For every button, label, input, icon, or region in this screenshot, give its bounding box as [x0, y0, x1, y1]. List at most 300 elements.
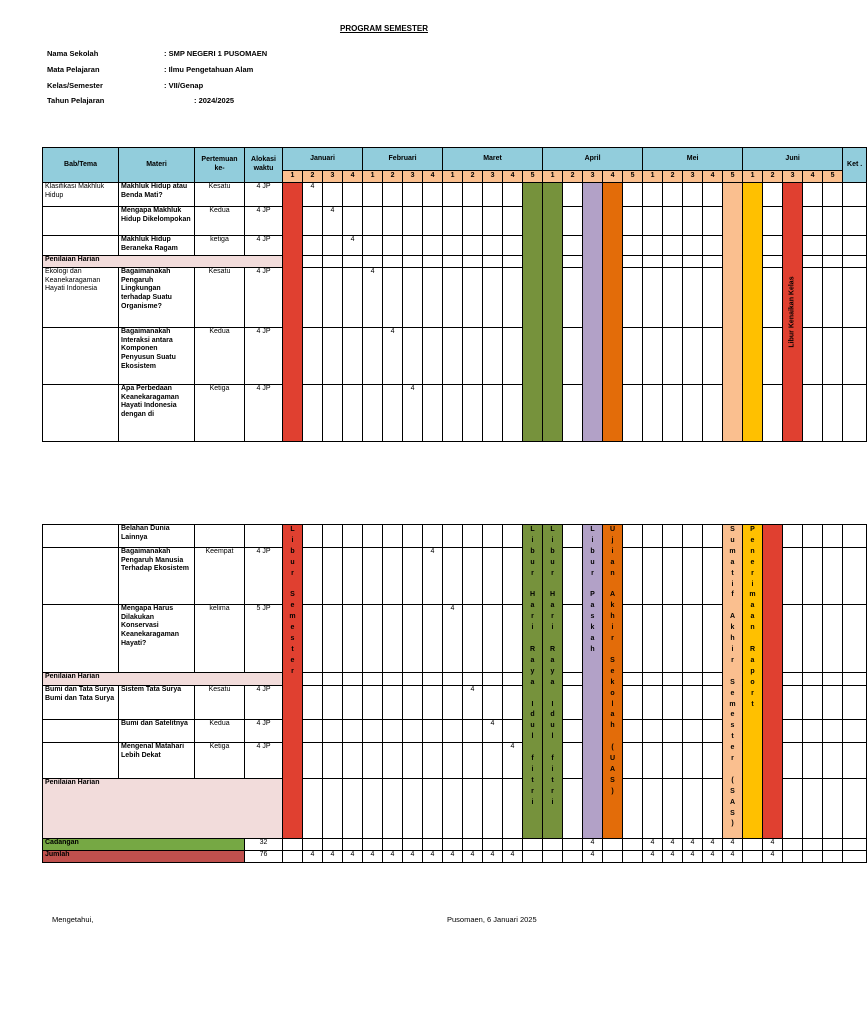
vertical-letter: U [609, 755, 616, 763]
week-cell [663, 686, 683, 720]
vertical-letter: u [730, 536, 735, 544]
vertical-letter: s [290, 635, 295, 643]
jumlah-week-cell: 4 [763, 851, 783, 863]
week-cell [403, 236, 423, 256]
week-cell [643, 256, 663, 268]
jumlah-week-cell [563, 851, 583, 863]
week-cell [483, 236, 503, 256]
jumlah-week-cell: 4 [403, 851, 423, 863]
vertical-letter [523, 743, 542, 754]
week-cell [823, 743, 843, 779]
week-cell [703, 525, 723, 548]
info-label: Nama Sekolah [47, 49, 99, 58]
week-cell [763, 207, 783, 236]
week-cell [803, 548, 823, 605]
week-cell [403, 779, 423, 839]
week-cell [623, 207, 643, 236]
jumlah-week-cell [283, 851, 303, 863]
vertical-letter: m [729, 700, 736, 708]
week-cell [483, 743, 503, 779]
jumlah-week-cell: 4 [703, 851, 723, 863]
bab-cell [43, 525, 119, 548]
week-cell [683, 236, 703, 256]
week-cell [783, 548, 803, 605]
materi-cell: Bagaimanakah Pengaruh Lingkungan terhadap Suatu Organisme? [119, 268, 195, 328]
week-cell [323, 183, 343, 207]
week-cell [403, 743, 423, 779]
vertical-letter: r [291, 667, 294, 675]
week-cell [563, 256, 583, 268]
vertical-letter: u [550, 722, 555, 730]
week-cell [663, 268, 683, 328]
week-cell [463, 720, 483, 743]
vertical-letter: I [551, 700, 554, 708]
vertical-letter: r [551, 613, 554, 621]
week-cell [443, 385, 463, 442]
pertemuan-cell: Ketiga [195, 385, 245, 442]
libur-semester-column [283, 183, 303, 442]
week-number: 4 [603, 171, 623, 183]
week-cell [403, 256, 423, 268]
materi-cell: Apa Perbedaan Keanekaragaman Hayati Indonesia dengan di [119, 385, 195, 442]
week-cell [343, 720, 363, 743]
vertical-letter: S [610, 776, 615, 784]
footer-right: Pusomaen, 6 Januari 2025 [447, 915, 537, 924]
month-maret: Maret [443, 148, 543, 171]
kenaikan-column [763, 525, 783, 839]
week-cell [803, 207, 823, 236]
vertical-letter: r [731, 656, 734, 664]
week-cell [363, 673, 383, 686]
vertical-letter: L [290, 526, 295, 533]
cadangan-week-cell [803, 839, 823, 851]
cadangan-week-cell [743, 839, 763, 851]
week-number: 5 [823, 171, 843, 183]
week-cell [803, 720, 823, 743]
vertical-letter: i [751, 580, 754, 588]
week-cell: 4 [343, 236, 363, 256]
penilaian-harian-label: Penilaian Harian [43, 673, 283, 686]
week-cell [803, 605, 823, 673]
pertemuan-cell: Kedua [195, 720, 245, 743]
week-cell [423, 207, 443, 236]
week-cell [463, 268, 483, 328]
cadangan-week-cell [623, 839, 643, 851]
week-cell [303, 605, 323, 673]
vertical-letter: k [610, 602, 615, 610]
alokasi-cell: 4 JP [245, 686, 283, 720]
week-cell [783, 779, 803, 839]
vertical-letter: d [530, 711, 535, 719]
week-cell [823, 236, 843, 256]
week-cell [443, 525, 463, 548]
week-cell [803, 525, 823, 548]
week-cell [803, 385, 823, 442]
week-cell [763, 385, 783, 442]
week-cell: 4 [463, 686, 483, 720]
week-cell [563, 605, 583, 673]
week-cell [823, 183, 843, 207]
alokasi-cell: 4 JP [245, 743, 283, 779]
jumlah-week-cell: 4 [423, 851, 443, 863]
info-value: : SMP NEGERI 1 PUSOMAEN [164, 49, 268, 58]
week-cell [303, 268, 323, 328]
week-cell [463, 183, 483, 207]
alokasi-cell: 4 JP [245, 268, 283, 328]
vertical-letter [743, 634, 762, 645]
idul-fitri-column [523, 183, 543, 442]
week-cell [383, 207, 403, 236]
week-cell [643, 207, 663, 236]
week-cell [503, 720, 523, 743]
idul-fitri-column [543, 525, 563, 839]
vertical-letter: i [551, 765, 554, 773]
week-cell [343, 686, 363, 720]
jumlah-week-cell: 4 [383, 851, 403, 863]
sas-column [723, 525, 743, 839]
vertical-letter: L [590, 526, 595, 533]
week-cell [783, 525, 803, 548]
vertical-letter: n [750, 547, 755, 555]
week-cell [663, 779, 683, 839]
vertical-letter: a [530, 602, 535, 610]
kenaikan-column [783, 183, 803, 442]
week-cell [383, 183, 403, 207]
week-cell [323, 779, 343, 839]
vertical-letter: u [530, 722, 535, 730]
vertical-letter: U [609, 526, 616, 533]
week-cell [343, 605, 363, 673]
vertical-letter: p [750, 667, 755, 675]
week-cell [343, 673, 363, 686]
week-cell [663, 236, 683, 256]
month-januari: Januari [283, 148, 363, 171]
week-number: 2 [463, 171, 483, 183]
vertical-letter: a [610, 558, 615, 566]
week-cell [303, 743, 323, 779]
table-row [43, 525, 867, 548]
week-cell [463, 236, 483, 256]
vertical-letter: a [730, 558, 735, 566]
week-cell [343, 743, 363, 779]
week-number: 1 [643, 171, 663, 183]
sas-column [723, 183, 743, 442]
week-cell [703, 385, 723, 442]
week-cell [423, 236, 443, 256]
vertical-letter: i [731, 580, 734, 588]
vertical-letter: i [551, 798, 554, 806]
week-cell [703, 183, 723, 207]
week-cell [343, 207, 363, 236]
vertical-letter: h [730, 635, 735, 643]
week-cell [683, 183, 703, 207]
week-cell [443, 207, 463, 236]
week-cell [423, 779, 443, 839]
ket-cell [843, 720, 867, 743]
ket-cell [843, 673, 867, 686]
vertical-letter: r [531, 613, 534, 621]
bab-cell: Bumi dan Tata Surya Bumi dan Tata Surya [43, 686, 119, 720]
vertical-letter: a [750, 613, 755, 621]
alokasi-cell: 4 JP [245, 548, 283, 605]
week-cell [643, 548, 663, 605]
week-cell [683, 525, 703, 548]
vertical-letter: t [751, 700, 754, 708]
week-cell [363, 207, 383, 236]
ket-cell [843, 385, 867, 442]
week-cell [483, 686, 503, 720]
vertical-letter: t [531, 776, 534, 784]
week-cell [623, 743, 643, 779]
header-ket: Ket . [843, 148, 867, 183]
vertical-letter: e [730, 689, 735, 697]
week-cell [463, 328, 483, 385]
week-cell [803, 328, 823, 385]
info-label: Mata Pelajaran [47, 65, 100, 74]
week-cell [423, 328, 443, 385]
vertical-letter: ( [611, 744, 614, 752]
week-cell [483, 548, 503, 605]
vertical-letter [723, 667, 742, 678]
week-cell [783, 605, 803, 673]
week-cell [403, 268, 423, 328]
week-number: 1 [743, 171, 763, 183]
week-cell [323, 525, 343, 548]
week-cell [683, 605, 703, 673]
cadangan-week-cell [403, 839, 423, 851]
week-cell [563, 183, 583, 207]
week-cell [803, 743, 823, 779]
cadangan-week-cell [343, 839, 363, 851]
week-cell [623, 605, 643, 673]
jumlah-week-cell: 4 [723, 851, 743, 863]
vertical-letter: r [751, 569, 754, 577]
week-cell [403, 686, 423, 720]
header-bab: Bab/Tema [43, 148, 119, 183]
info-label: Kelas/Semester [47, 81, 103, 90]
materi-cell: Mengenal Matahari Lebih Dekat [119, 743, 195, 779]
vertical-letter: f [531, 755, 534, 763]
week-cell [463, 385, 483, 442]
week-cell [683, 548, 703, 605]
week-cell [503, 268, 523, 328]
cadangan-week-cell [463, 839, 483, 851]
week-number: 2 [663, 171, 683, 183]
vertical-letter [543, 634, 562, 645]
week-cell [323, 385, 343, 442]
raport-column [743, 183, 763, 442]
ket-cell [843, 839, 867, 851]
vertical-letter: s [730, 722, 735, 730]
vertical-letter: R [549, 645, 556, 653]
week-cell [803, 268, 823, 328]
week-cell [323, 256, 343, 268]
bab-cell [43, 207, 119, 236]
week-cell [323, 686, 343, 720]
vertical-letter: S [290, 591, 295, 599]
vertical-letter: P [590, 591, 595, 599]
week-cell [703, 720, 723, 743]
week-cell [563, 548, 583, 605]
vertical-letter: i [731, 645, 734, 653]
pertemuan-cell: Kesatu [195, 183, 245, 207]
week-cell [803, 673, 823, 686]
vertical-letter: a [590, 635, 595, 643]
vertical-letter: k [730, 624, 735, 632]
week-cell [623, 183, 643, 207]
libur-semester-column [283, 525, 303, 839]
vertical-letter: h [610, 613, 615, 621]
week-cell [403, 525, 423, 548]
week-cell [703, 673, 723, 686]
vertical-letter: S [730, 678, 735, 686]
week-cell [503, 548, 523, 605]
vertical-letter: e [730, 744, 735, 752]
week-cell [503, 779, 523, 839]
week-cell [823, 328, 843, 385]
idul-fitri-column [523, 525, 543, 839]
week-cell [643, 686, 663, 720]
week-cell [383, 673, 403, 686]
vertical-letter: i [591, 536, 594, 544]
info-value: : VII/Genap [164, 81, 204, 90]
cadangan-week-cell [363, 839, 383, 851]
week-cell [363, 548, 383, 605]
week-cell [683, 328, 703, 385]
jumlah-week-cell: 4 [463, 851, 483, 863]
vertical-letter: R [529, 645, 536, 653]
jumlah-week-cell [543, 851, 563, 863]
week-cell [463, 207, 483, 236]
week-cell [323, 548, 343, 605]
cadangan-week-cell [283, 839, 303, 851]
vertical-letter: i [611, 547, 614, 555]
week-cell [643, 236, 663, 256]
vertical-letter: r [611, 635, 614, 643]
week-cell [683, 256, 703, 268]
week-cell [443, 268, 463, 328]
jumlah-week-cell: 4 [663, 851, 683, 863]
vertical-letter: f [551, 755, 554, 763]
week-cell [363, 328, 383, 385]
cadangan-week-cell [783, 839, 803, 851]
week-cell [643, 779, 663, 839]
vertical-letter: e [290, 624, 295, 632]
week-cell [303, 548, 323, 605]
week-number: 4 [803, 171, 823, 183]
vertical-letter: S [730, 526, 735, 533]
vertical-letter: a [550, 656, 555, 664]
materi-cell: Belahan Dunia Lainnya [119, 525, 195, 548]
week-cell [483, 207, 503, 236]
jumlah-week-cell: 4 [503, 851, 523, 863]
vertical-letter: r [551, 787, 554, 795]
vertical-letter [723, 765, 742, 776]
vertical-letter [543, 743, 562, 754]
week-cell [463, 256, 483, 268]
vertical-letter: b [550, 547, 555, 555]
week-cell [463, 673, 483, 686]
penilaian-harian-label: Penilaian Harian [43, 779, 283, 839]
jumlah-week-cell [623, 851, 643, 863]
week-cell [623, 256, 643, 268]
week-cell [443, 743, 463, 779]
vertical-letter [283, 580, 302, 591]
vertical-letter: r [731, 755, 734, 763]
materi-cell: Bagaimanakah Pengaruh Manusia Terhadap Ekosistem [119, 548, 195, 605]
vertical-letter [543, 689, 562, 700]
week-cell [323, 743, 343, 779]
week-cell [823, 268, 843, 328]
week-cell [463, 525, 483, 548]
uas-column [603, 183, 623, 442]
week-cell [383, 268, 403, 328]
month-mei: Mei [643, 148, 743, 171]
vertical-letter [603, 645, 622, 656]
week-cell [363, 525, 383, 548]
vertical-letter: i [551, 624, 554, 632]
week-cell [623, 779, 643, 839]
vertical-letter: ( [731, 776, 734, 784]
week-cell [503, 385, 523, 442]
week-cell [763, 183, 783, 207]
week-cell [703, 236, 723, 256]
week-cell [463, 743, 483, 779]
week-cell: 4 [483, 720, 503, 743]
week-cell [563, 673, 583, 686]
week-number: 5 [523, 171, 543, 183]
week-cell [303, 236, 323, 256]
week-cell [643, 385, 663, 442]
cadangan-week-cell [423, 839, 443, 851]
week-number: 2 [563, 171, 583, 183]
vertical-letter: r [291, 569, 294, 577]
ket-cell [843, 268, 867, 328]
week-cell: 4 [323, 207, 343, 236]
week-number: 1 [363, 171, 383, 183]
header-materi: Materi [119, 148, 195, 183]
week-cell [443, 686, 463, 720]
week-cell [403, 207, 423, 236]
week-cell [643, 268, 663, 328]
week-cell [823, 207, 843, 236]
week-cell [643, 743, 663, 779]
vertical-letter: i [531, 798, 534, 806]
week-cell [503, 525, 523, 548]
week-cell [763, 236, 783, 256]
week-cell [383, 686, 403, 720]
week-number: 2 [303, 171, 323, 183]
week-cell [383, 720, 403, 743]
vertical-letter: o [610, 689, 615, 697]
cadangan-week-cell: 4 [763, 839, 783, 851]
week-cell [443, 779, 463, 839]
week-cell [823, 525, 843, 548]
ket-cell [843, 256, 867, 268]
vertical-letter: l [611, 700, 614, 708]
pertemuan-cell: Kesatu [195, 268, 245, 328]
bab-cell [43, 236, 119, 256]
week-cell [643, 673, 663, 686]
week-cell: 4 [363, 268, 383, 328]
paskah-column [583, 525, 603, 839]
vertical-letter: f [731, 591, 734, 599]
week-cell [623, 686, 643, 720]
week-number: 3 [683, 171, 703, 183]
week-cell [343, 183, 363, 207]
week-cell [323, 673, 343, 686]
materi-cell: Mengapa Harus Dilakukan Konservasi Keanekaragaman Hayati? [119, 605, 195, 673]
